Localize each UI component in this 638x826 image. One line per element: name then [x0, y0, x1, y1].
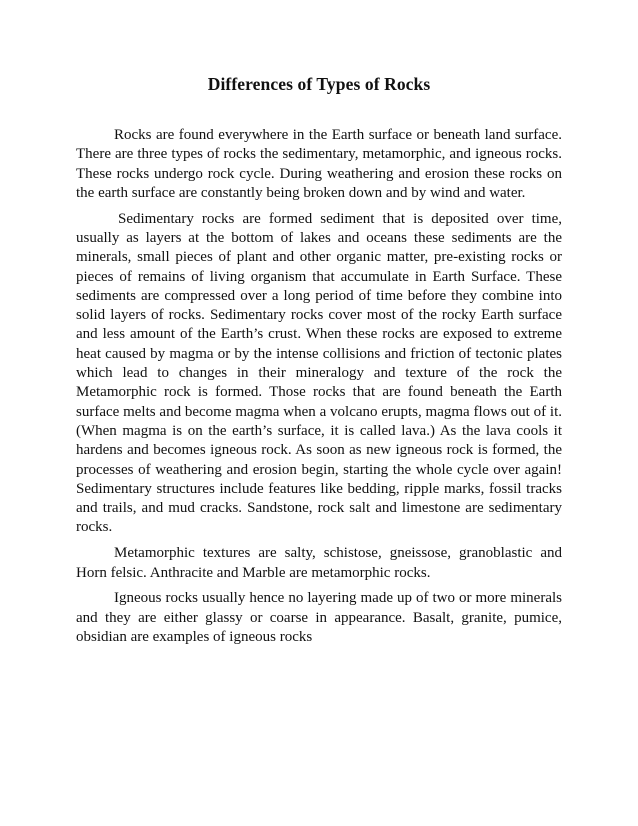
document-title: Differences of Types of Rocks	[207, 74, 431, 94]
paragraph-igneous: Igneous rocks usually hence no layering made up of two or more minerals and they are either glassy or coarse in appearance. Basalt, granite, pumice, obsidian are examples of igneous rocks	[76, 590, 562, 645]
paragraph-sedimentary: Sedimentary rocks are formed sediment that is deposited over time, usually as layers at the bottom of lakes and oceans these sediments are the minerals, small pieces of plant and other organic matter, pre-existing rocks or pieces of remains of living organism that accumulate in Earth Surface. These sediments are compressed over a long period of time before they combine into solid layers of rocks. Sedimentary rocks cover most of the rocky Earth surface and less amount of the Earth’s crust. When these rocks are exposed to extreme heat caused by magma or by the intense collisions and friction of tectonic plates which lead to changes in their mineralogy and texture of the rock the Metamorphic rock is formed. Those rocks that are found beneath the Earth surface melts and become magma when a volcano erupts, magma flows out of it. (When magma is on the earth’s surface, it is called lava.) As the lava cools it hardens and becomes igneous rock. As soon as new igneous rock is formed, the processes of weathering and erosion begin, starting the whole cycle over again! Sedimentary structures include features like bedding, ripple marks, fossil tracks and trails, and mud cracks. Sandstone, rock salt and limestone are sedimentary rocks.	[76, 210, 562, 536]
document-body	[76, 126, 562, 654]
paragraph-intro: Rocks are found everywhere in the Earth surface or beneath land surface. There are three types of rocks the sedimentary, metamorphic, and igneous rocks. These rocks undergo rock cycle. During weathering and erosion these rocks on the earth surface are constantly being broken down and by wind and water.	[76, 127, 562, 201]
paragraph-metamorphic: Metamorphic textures are salty, schistose, gneissose, granoblastic and Horn felsic. Anthracite and Marble are metamorphic rocks.	[76, 545, 562, 581]
